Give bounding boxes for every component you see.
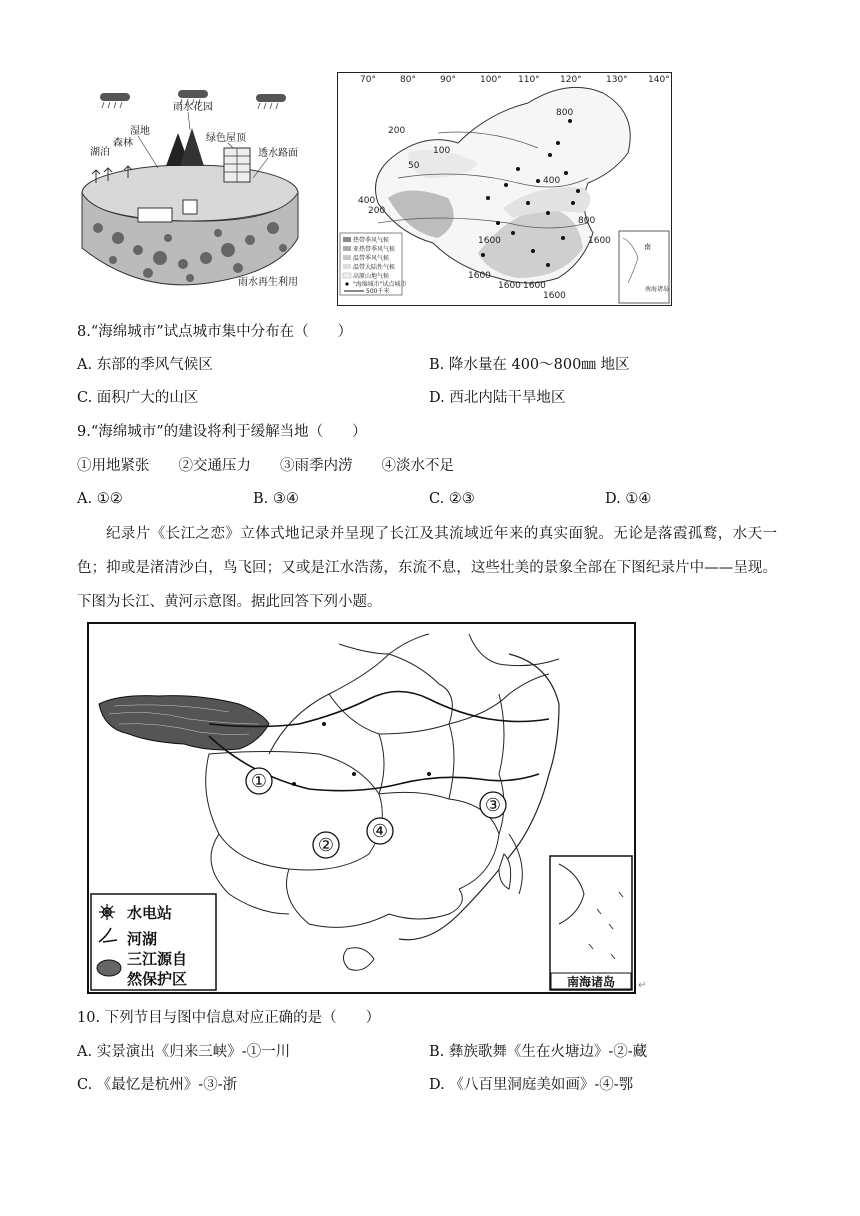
legend-river-lake: 河湖	[127, 930, 158, 948]
rain-garden-label: 雨水花园	[173, 102, 213, 113]
region-label-2: ②	[317, 835, 335, 856]
legend-item: 亚热带季风气候	[353, 246, 396, 253]
region-label-1: ①	[250, 771, 268, 792]
lon-tick: 100°	[480, 75, 502, 85]
lon-tick: 140°	[648, 75, 670, 85]
lon-tick: 120°	[560, 75, 582, 85]
lon-tick: 110°	[518, 75, 540, 85]
contour-label: 800	[578, 216, 596, 226]
q10-option-c[interactable]: C. 《最忆是杭州》-③-浙	[77, 1077, 238, 1093]
lon-tick: 80°	[400, 75, 416, 85]
contour-label: 1600	[478, 236, 501, 246]
legend-item: "海绵城市"试点城市	[353, 281, 407, 288]
china-climate-map-svg	[338, 73, 671, 305]
lake-label: 湖泊	[90, 147, 110, 158]
legend-item: 高原山地气候	[353, 273, 390, 280]
china-climate-map	[337, 72, 672, 306]
region-marker	[313, 832, 339, 858]
legend-hydro-station: 水电站	[127, 904, 173, 922]
scale-bar-label: 500千米	[366, 288, 390, 295]
lon-tick: 130°	[606, 75, 628, 85]
lon-tick: 90°	[440, 75, 456, 85]
contour-label: 400	[358, 196, 376, 206]
q8-option-d[interactable]: D. 西北内陆干旱地区	[429, 390, 566, 406]
river-map-svg	[89, 624, 634, 992]
reading-passage: 纪录片《长江之恋》立体式地记录并呈现了长江及其流域近年来的真实面貌。无论是落霞孤鹜，水天一色；抑或是渚清沙白，鸟飞回；又或是江水浩荡，东流不息，这些壮美的景象全部在下图纪录片中——呈现。下图为长江、黄河示意图。据此回答下列小题。	[77, 526, 777, 610]
lon-tick: 70°	[360, 75, 376, 85]
inset-top-label: 南	[644, 243, 651, 251]
region-marker	[367, 818, 393, 844]
contour-label: 400	[543, 176, 561, 186]
contour-label: 1600	[588, 236, 611, 246]
sanjiangyuan-reserve	[99, 696, 269, 750]
question-9-stem: 9.“海绵城市”的建设将利于缓解当地（ ）	[77, 424, 367, 440]
legend-reserve-line1: 三江源自	[127, 950, 188, 968]
inset-caption: 南海诸岛	[566, 975, 616, 989]
inset-label: 南海诸岛	[645, 286, 670, 293]
contour-label: 1600	[543, 291, 566, 301]
q9-option-b[interactable]: B. ③④	[253, 491, 299, 507]
contour-label: 200	[368, 206, 386, 216]
contour-label: 50	[408, 161, 420, 171]
legend-item: 热带季风气候	[353, 237, 390, 244]
region-label-3: ③	[484, 795, 502, 816]
legend-reserve-line2: 然保护区	[127, 970, 188, 988]
q10-option-b[interactable]: B. 彝族歌舞《生在火塘边》-②-藏	[429, 1044, 648, 1060]
contour-label: 1600	[468, 271, 491, 281]
river-map-inset	[550, 856, 632, 990]
reserve-icon	[97, 960, 121, 976]
cloud-icon	[100, 93, 130, 108]
sponge-city-figure	[78, 88, 318, 293]
sponge-city-illustration	[78, 88, 318, 293]
q8-option-a[interactable]: A. 东部的季风气候区	[77, 357, 213, 373]
q9-option-c[interactable]: C. ②③	[429, 491, 475, 507]
contour-label: 100	[433, 146, 451, 156]
region-label-4: ④	[371, 821, 389, 842]
hainan-island	[343, 948, 374, 971]
q8-option-b[interactable]: B. 降水量在 400～800㎜ 地区	[429, 357, 630, 373]
question-10-stem: 10. 下列节目与图中信息对应正确的是（ ）	[77, 1010, 381, 1026]
q10-option-a[interactable]: A. 实景演出《归来三峡》-①一川	[77, 1044, 291, 1060]
hydro-station-icon	[99, 904, 115, 920]
q9-option-a[interactable]: A. ①②	[77, 491, 123, 507]
green-roof-label: 绿色屋顶	[206, 133, 246, 144]
q9-option-d[interactable]: D. ①④	[605, 491, 652, 507]
yangtze-yellow-river-map	[87, 622, 636, 994]
paragraph-return-mark: ↵	[638, 980, 647, 991]
permeable-road-label: 透水路面	[258, 148, 298, 159]
q9-statements: ①用地紧张 ②交通压力 ③雨季内涝 ④淡水不足	[77, 458, 454, 474]
q10-option-d[interactable]: D. 《八百里洞庭美如画》-④-鄂	[429, 1077, 634, 1093]
legend-item: 温带大陆性气候	[353, 264, 396, 271]
wetland-label: 湿地	[130, 126, 150, 137]
region-marker	[480, 792, 506, 818]
contour-label: 800	[556, 108, 574, 118]
contour-label: 200	[388, 126, 406, 136]
taiwan-island	[499, 854, 511, 889]
q8-option-c[interactable]: C. 面积广大的山区	[77, 390, 199, 406]
rain-reuse-label: 雨水再生利用	[238, 277, 298, 288]
legend-item: 温带季风气候	[353, 255, 390, 262]
contour-label: 1600	[498, 281, 521, 291]
forest-label: 森林	[113, 138, 133, 149]
cloud-icon	[256, 94, 286, 109]
question-8-stem: 8.“海绵城市”试点城市集中分布在（ ）	[77, 324, 353, 340]
contour-label: 1600	[523, 281, 546, 291]
region-marker	[246, 768, 272, 794]
